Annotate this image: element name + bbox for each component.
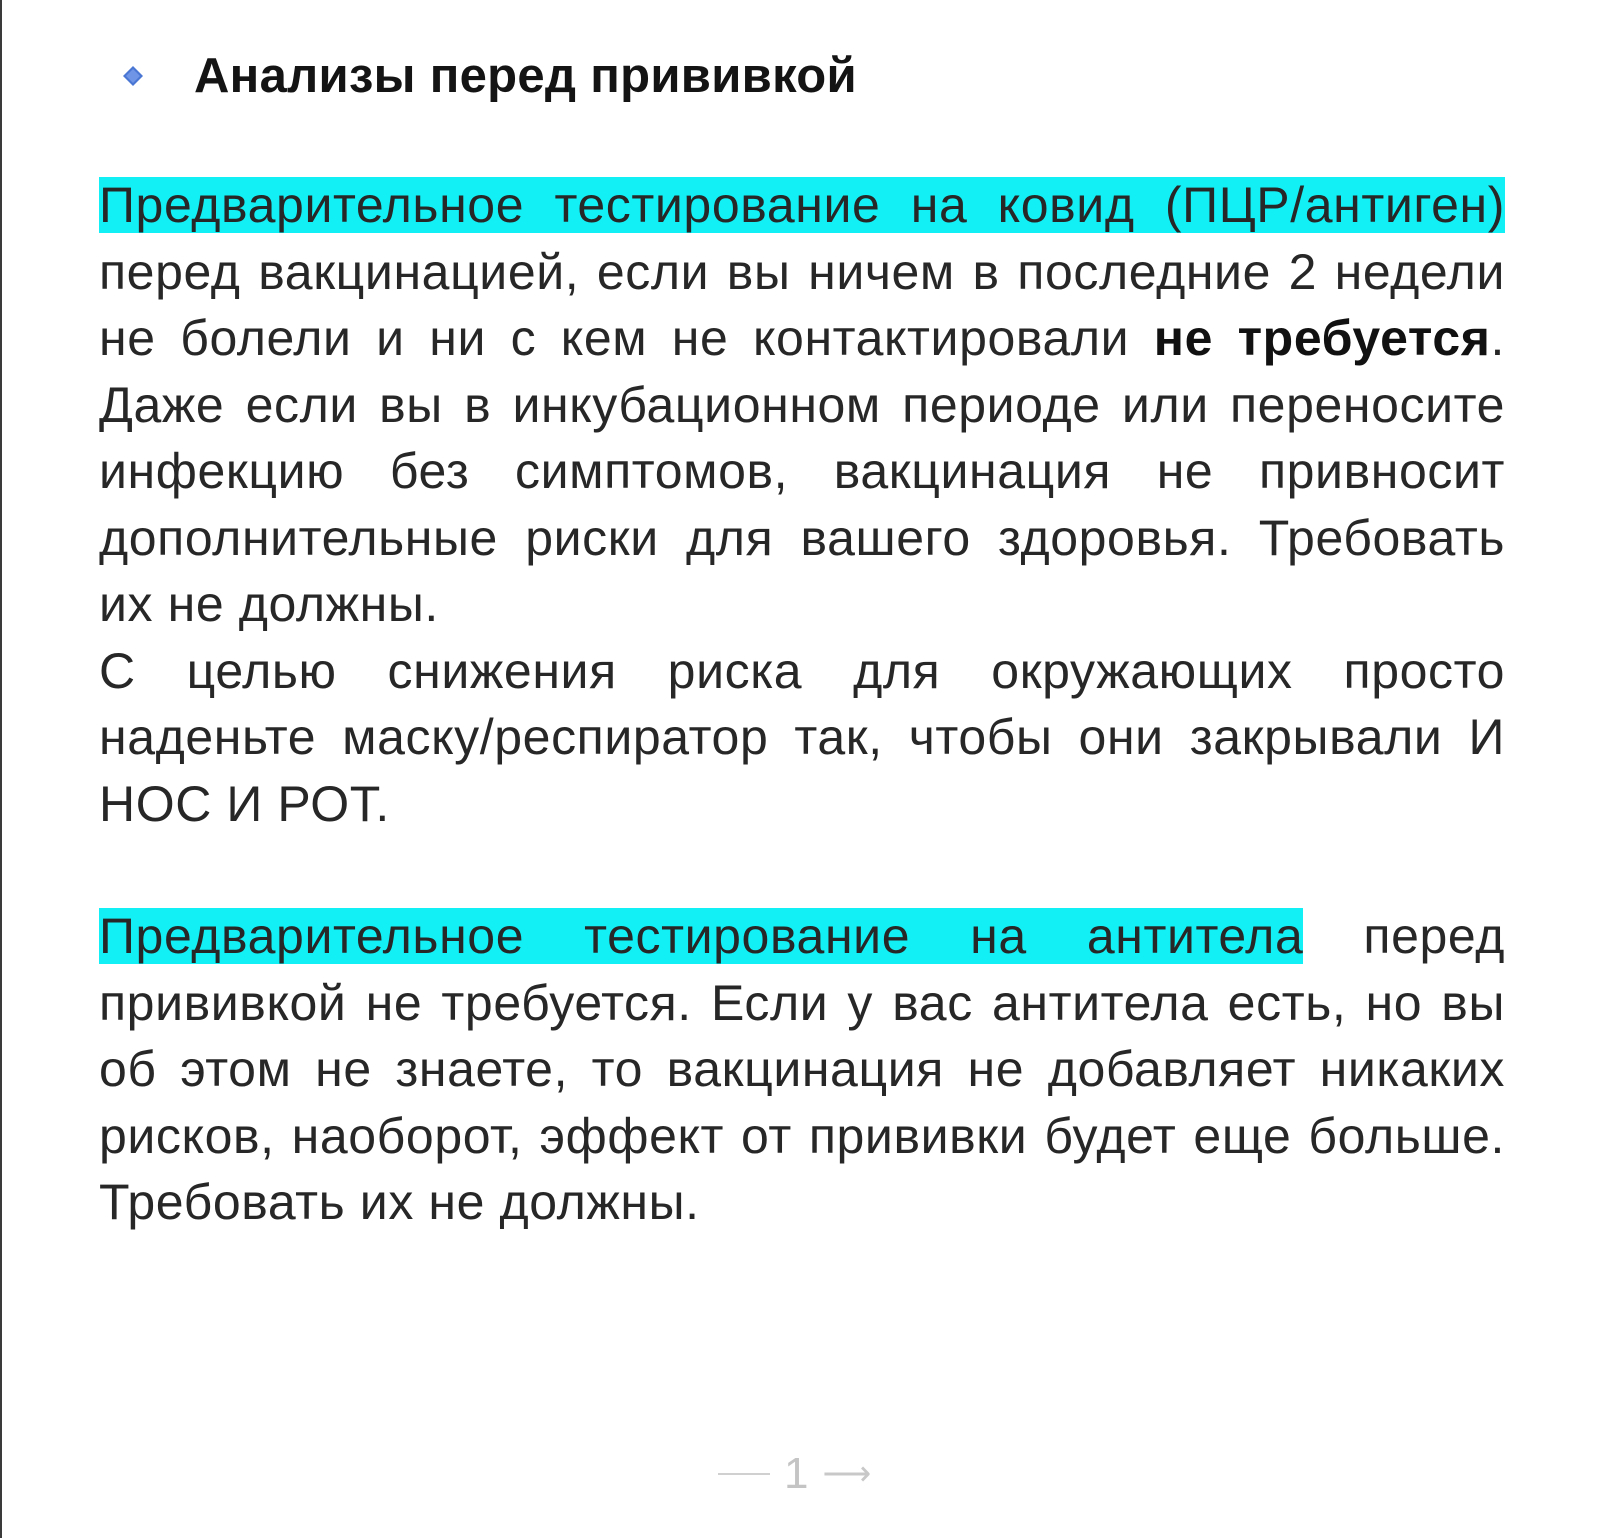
covid-text-after-bold: . Даже если вы в инкубационном периоде или переносите инфекцию без симптомов, вакцинация не привносит дополнительные риски для вашего здоровья. Требовать их не должны.: [99, 310, 1505, 632]
covid-test-paragraph: [99, 172, 1505, 638]
diamond-bullet-icon: [122, 65, 144, 87]
arrow-right-icon[interactable]: ⟶: [822, 1455, 872, 1493]
article-body: [99, 172, 1505, 1236]
page-indicator: [718, 1449, 872, 1498]
pager-left-dash: [718, 1473, 770, 1475]
page-edge-line: [0, 0, 2, 1538]
covid-text-before-bold: перед вакцинацией, если вы ничем в последние 2 недели не болели и ни с кем не контактировали: [99, 243, 1505, 366]
antibody-text: перед прививкой не требуется. Если у вас антитела есть, но вы об этом не знаете, то вакцинация не добавляет никаких рисков, наоборот, эффект от прививки будет еще больше. Требовать их не должны.: [99, 908, 1505, 1230]
antibody-test-highlight: Предварительное тестирование на антитела: [99, 908, 1304, 964]
covid-test-highlight: Предварительное тестирование на ковид (ПЦР/антиген): [99, 177, 1505, 233]
paragraph-spacer: [99, 837, 1505, 903]
not-required-bold: не требуется: [1153, 310, 1491, 366]
page-title: Анализы перед прививкой: [194, 49, 857, 103]
page-number: 1: [784, 1449, 809, 1498]
mask-advice-paragraph: С целью снижения риска для окружающих просто наденьте маску/респиратор так, чтобы они закрывали И НОС И РОТ.: [99, 642, 1505, 832]
section-heading: [122, 40, 857, 112]
antibody-test-paragraph: [99, 903, 1505, 1236]
